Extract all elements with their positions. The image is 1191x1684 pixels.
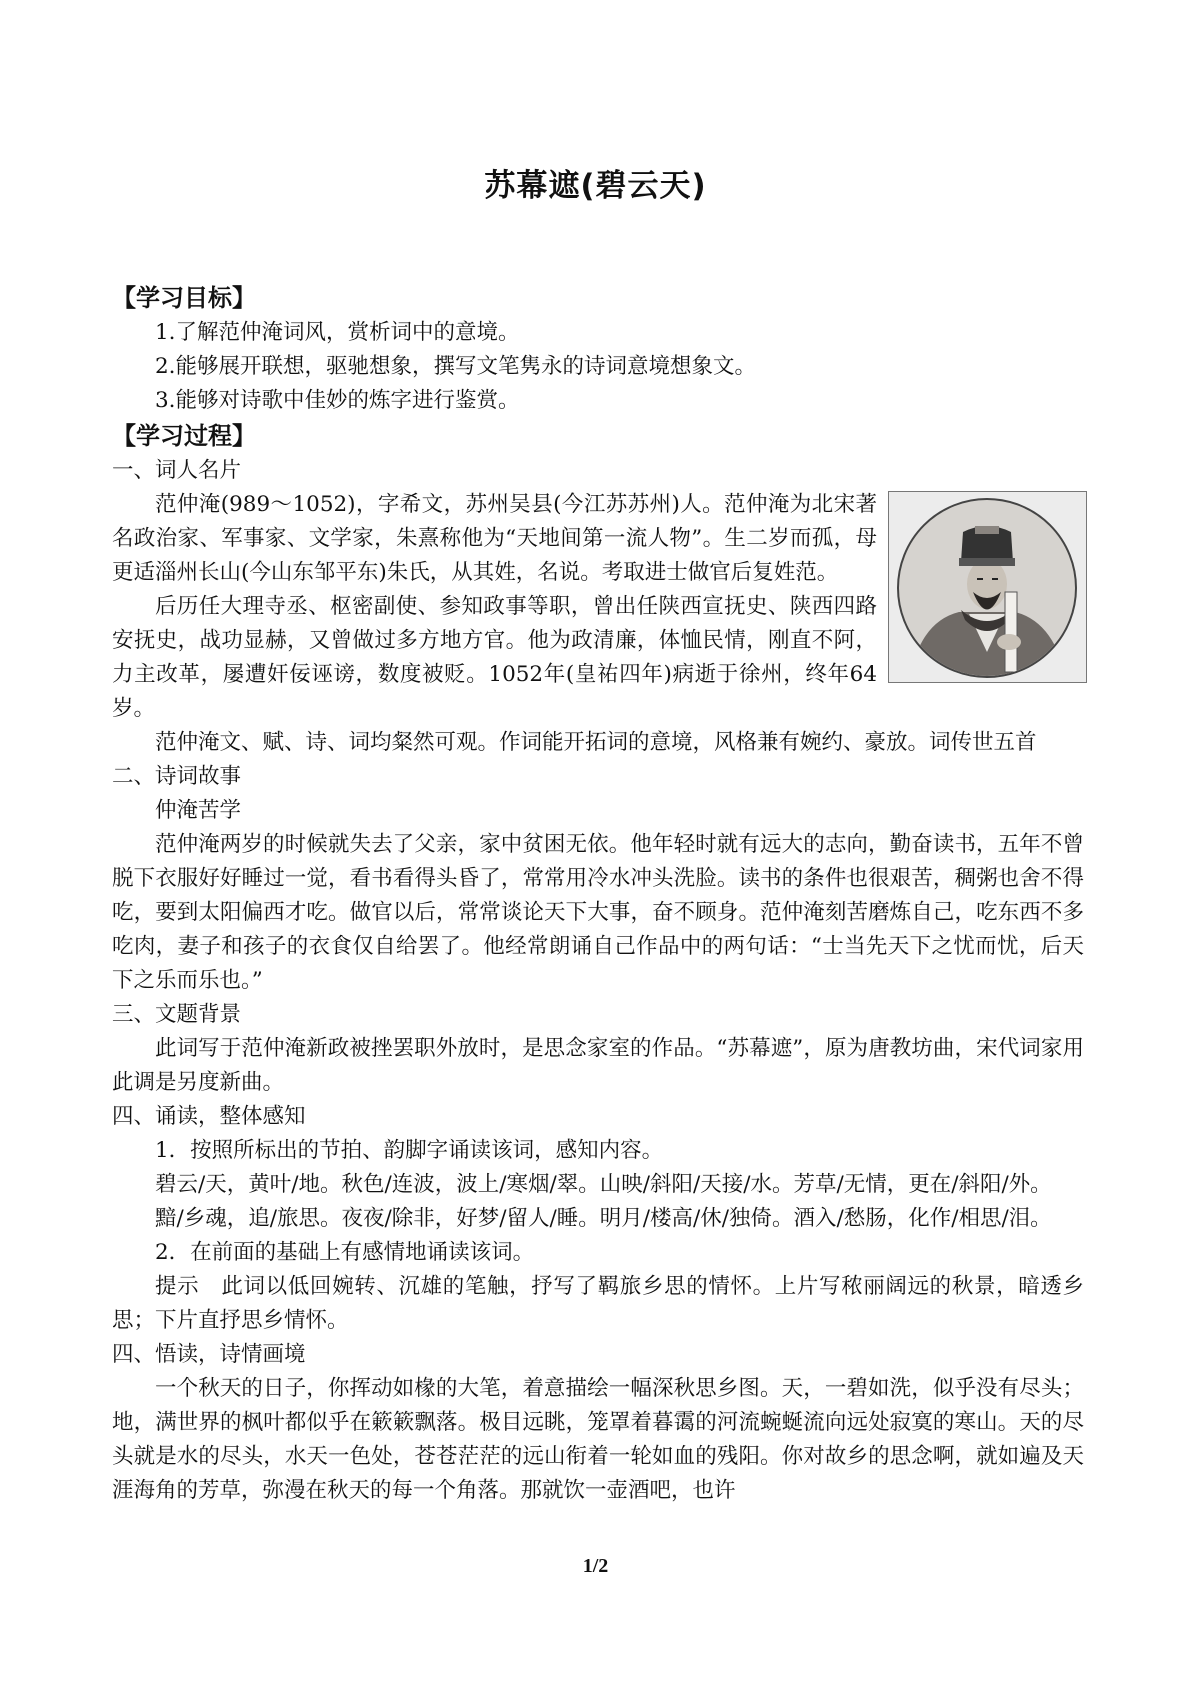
section-heading-goals: 【学习目标】: [112, 284, 256, 312]
page-title: 苏幕遮(碧云天): [484, 168, 707, 204]
paragraph-background: 此词写于范仲淹新政被挫罢职外放时，是思念家室的作品。“苏幕遮”，原为唐教坊曲，宋代词家用此调是另度新曲。: [112, 1036, 1084, 1095]
paragraph-poet-career: 后历任大理寺丞、枢密副使、参知政事等职，曾出任陕西宣抚史、陕西四路安抚史，战功显赫，又曾做过多方地方官。他为政清廉，体恤民情，刚直不阿，力主改革，屡遭奸佞诬谤，数度被贬。1052年(皇祐四年)病逝于徐州，终年64岁。: [112, 594, 877, 721]
page-separator: /: [592, 1555, 599, 1577]
paragraph-poet-intro: 范仲淹(989～1052)，字希文，苏州吴县(今江苏苏州)人。范仲淹为北宋著名政治家、军事家、文学家，朱熹称他为“天地间第一流人物”。生二岁而孤，母更适淄州长山(今山东邹平东)朱氏，从其姓，名说。考取进士做官后复姓范。: [112, 492, 877, 585]
recite-step-1: 1．按照所标出的节拍、韵脚字诵读该词，感知内容。: [155, 1138, 664, 1163]
subsection-heading-background: 三、文题背景: [112, 1002, 242, 1027]
recite-step-2: 2．在前面的基础上有感情地诵读该词。: [155, 1240, 535, 1265]
paragraph-poet-works: 范仲淹文、赋、诗、词均粲然可观。作词能开拓词的意境，风格兼有婉约、豪放。词传世五首: [155, 730, 1037, 755]
paragraph-story: 范仲淹两岁的时候就失去了父亲，家中贫困无依。他年轻时就有远大的志向，勤奋读书，五年不曾脱下衣服好好睡过一觉，看书看得头昏了，常常用冷水冲头洗脸。读书的条件也很艰苦，稠粥也舍不得吃，要到太阳偏西才吃。做官以后，常常谈论天下大事，奋不顾身。范仲淹刻苦磨炼自己，吃东西不多吃肉，妻子和孩子的衣食仅自给罢了。他经常朗诵自己作品中的两句话：“士当先天下之忧而忧，后天下之乐而乐也。”: [112, 832, 1084, 993]
subsection-heading-poet-card: 一、词人名片: [112, 458, 242, 483]
subsection-heading-recite: 四、诵读，整体感知: [112, 1104, 306, 1129]
poem-stanza-2: 黯/乡魂，追/旅思。夜夜/除非，好梦/留人/睡。明月/楼高/休/独倚。酒入/愁肠，化作/相思/泪。: [155, 1206, 1052, 1231]
portrait-drawing: [889, 492, 1086, 682]
section-heading-process: 【学习过程】: [112, 422, 256, 450]
page-footer: [0, 1555, 1191, 1578]
page-total: 2: [598, 1555, 609, 1577]
goal-item: 3.能够对诗歌中佳妙的炼字进行鉴赏。: [155, 388, 520, 413]
recite-hint: 提示 此词以低回婉转、沉雄的笔触，抒写了羁旅乡思的情怀。上片写秾丽阔远的秋景，暗透乡思；下片直抒思乡情怀。: [112, 1274, 1084, 1333]
page-number: 1: [582, 1555, 593, 1577]
story-title: 仲淹苦学: [155, 798, 242, 823]
goal-item: 2.能够展开联想，驱驰想象，撰写文笔隽永的诗词意境想象文。: [155, 354, 757, 379]
subsection-heading-imagery: 四、悟读，诗情画境: [112, 1342, 306, 1367]
poem-stanza-1: 碧云/天，黄叶/地。秋色/连波，波上/寒烟/翠。山映/斜阳/天接/水。芳草/无情，更在/斜阳/外。: [155, 1172, 1052, 1197]
poet-portrait-image: [888, 491, 1087, 683]
document-body: [112, 280, 1084, 1508]
goal-item: 1.了解范仲淹词风，赏析词中的意境。: [155, 320, 520, 345]
paragraph-imagery: 一个秋天的日子，你挥动如椽的大笔，着意描绘一幅深秋思乡图。天，一碧如洗，似乎没有尽头；地，满世界的枫叶都似乎在簌簌飘落。极目远眺，笼罩着暮霭的河流蜿蜒流向远处寂寞的寒山。天的尽头就是水的尽头，水天一色处，苍苍茫茫的远山衔着一轮如血的残阳。你对故乡的思念啊，就如遍及天涯海角的芳草，弥漫在秋天的每一个角落。那就饮一壶酒吧，也许: [112, 1376, 1084, 1503]
subsection-heading-story: 二、诗词故事: [112, 764, 242, 789]
